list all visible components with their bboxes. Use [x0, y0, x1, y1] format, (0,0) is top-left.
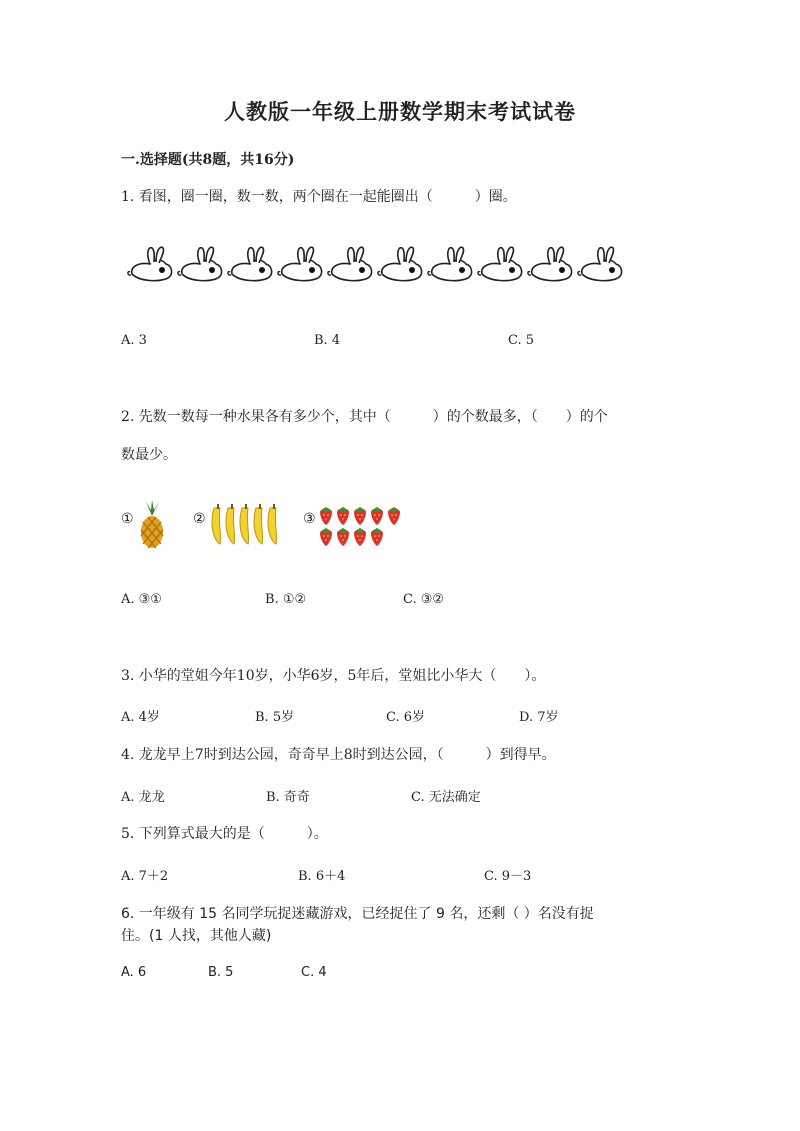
q5-option-c[interactable]: C. 9－3	[484, 869, 532, 884]
pineapple-icon	[136, 500, 168, 550]
bananas-icon	[208, 502, 280, 548]
q6-option-a[interactable]: A. 6	[121, 965, 147, 980]
question-3: 3. 小华的堂姐今年10岁，小华6岁，5年后，堂姐比小华大（ ）。	[121, 668, 546, 684]
rabbit-icon	[528, 247, 572, 280]
rabbit-icon	[278, 247, 322, 280]
rabbit-icon	[128, 247, 172, 280]
question-1: 1. 看图，圈一圈，数一数，两个圈在一起能圈出（ ）圈。	[121, 189, 517, 205]
rabbit-icon	[578, 247, 622, 280]
q2-option-b[interactable]: B. ①②	[265, 592, 307, 607]
q1-option-a[interactable]: A. 3	[121, 333, 147, 348]
question-2-line-2: 数最少。	[121, 447, 177, 463]
q4-option-c[interactable]: C. 无法确定	[411, 790, 481, 805]
q3-option-c[interactable]: C. 6岁	[386, 710, 426, 725]
q6-option-c[interactable]: C. 4	[301, 965, 327, 980]
q3-option-a[interactable]: A. 4岁	[121, 710, 160, 725]
section-heading: 一.选择题(共8题，共16分)	[121, 152, 295, 168]
fruit-label-2: ②	[193, 511, 206, 527]
q4-option-b[interactable]: B. 奇奇	[266, 790, 310, 805]
q5-option-a[interactable]: A. 7＋2	[121, 869, 169, 884]
question-6-line-2: 住。(1 人找，其他人藏)	[121, 928, 272, 944]
q4-option-a[interactable]: A. 龙龙	[121, 790, 165, 805]
rabbit-icon	[328, 247, 372, 280]
rabbit-icon	[428, 247, 472, 280]
rabbits-illustration	[126, 240, 626, 286]
question-6-line-1: 6. 一年级有 15 名同学玩捉迷藏游戏，已经捉住了 9 名，还剩（ ）名没有捉	[121, 906, 594, 922]
question-4: 4. 龙龙早上7时到达公园，奇奇早上8时到达公园，（ ）到得早。	[121, 747, 556, 763]
q1-option-c[interactable]: C. 5	[508, 333, 535, 348]
q6-option-b[interactable]: B. 5	[208, 965, 234, 980]
fruit-label-1: ①	[121, 511, 134, 527]
question-2-line-1: 2. 先数一数每一种水果各有多少个，其中（ ）的个数最多，（ ）的个	[121, 409, 608, 425]
rabbit-icon	[478, 247, 522, 280]
q1-option-b[interactable]: B. 4	[314, 333, 341, 348]
question-5: 5. 下列算式最大的是（ ）。	[121, 826, 328, 842]
q3-option-b[interactable]: B. 5岁	[255, 710, 295, 725]
fruit-label-3: ③	[303, 511, 316, 527]
q2-option-a[interactable]: A. ③①	[121, 592, 162, 607]
rabbit-icon	[178, 247, 222, 280]
q5-option-b[interactable]: B. 6＋4	[298, 869, 346, 884]
q3-option-d[interactable]: D. 7岁	[519, 710, 559, 725]
q2-option-c[interactable]: C. ③②	[403, 592, 445, 607]
exam-title: 人教版一年级上册数学期末考试试卷	[224, 99, 576, 124]
strawberries-icon	[316, 505, 404, 549]
rabbit-icon	[378, 247, 422, 280]
rabbit-icon	[228, 247, 272, 280]
